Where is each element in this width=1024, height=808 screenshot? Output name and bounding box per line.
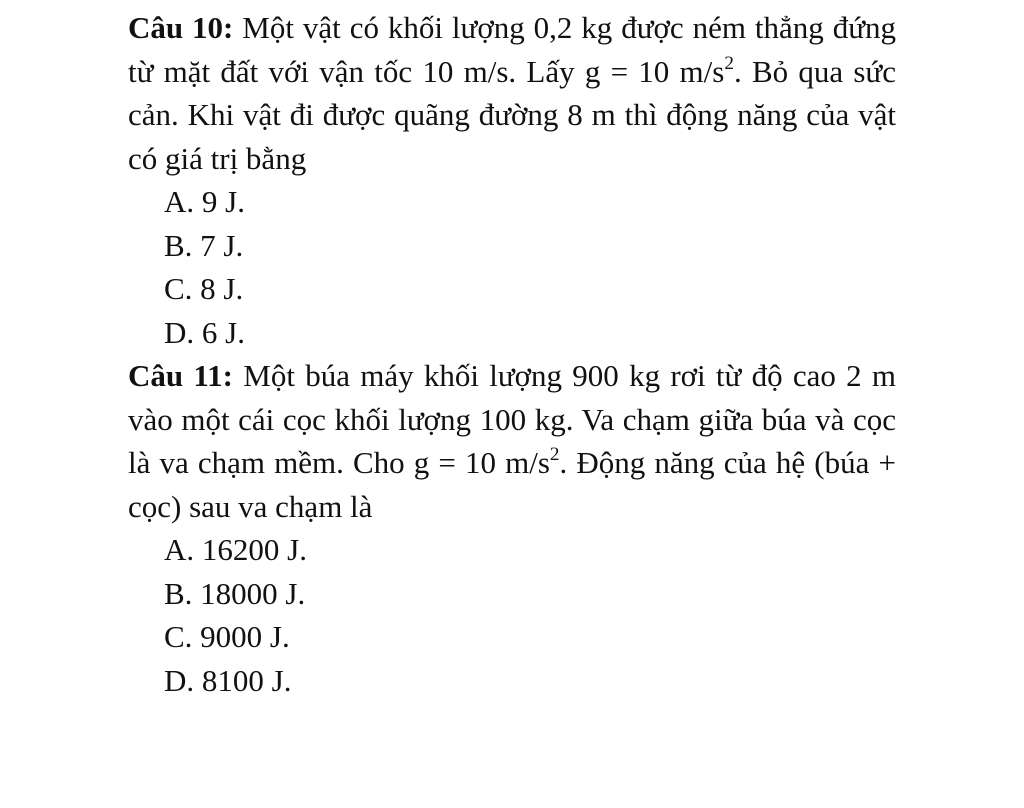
question-10-option-a: A. 9 J.: [164, 184, 245, 219]
question-11-text-part1: Một búa máy khối lượng 900 kg rơi từ độ cao 2 m vào một cái cọc khối lượng 100 kg. Va chạm giữa búa và cọc là va chạm mềm. Cho g = 10 m/s: [128, 358, 896, 480]
question-11-exponent: 2: [549, 444, 560, 466]
question-11-options: [128, 528, 896, 702]
question-10-options: [128, 180, 896, 354]
question-11-text-part2: . Động năng của hệ (búa + cọc) sau va chạm là: [128, 445, 896, 524]
document-page: [128, 6, 896, 702]
question-11-option-b: B. 18000 J.: [164, 575, 306, 611]
question-10-exponent: 2: [724, 52, 734, 74]
question-10-text-part2: . Bỏ qua sức cản. Khi vật đi được quãng đường 8 m thì động năng của vật có giá trị bằng: [128, 53, 896, 176]
question-10: [128, 6, 896, 354]
question-10-text-part1: Một vật có khối lượng 0,2 kg được ném thẳng đứng từ mặt đất với vận tốc 10 m/s. Lấy g = 10 m/s: [128, 10, 896, 89]
question-11: [128, 354, 896, 702]
question-10-option-c: C. 8 J.: [164, 271, 244, 306]
question-10-option-b: B. 7 J.: [164, 227, 244, 263]
question-11-option-a: A. 16200 J.: [164, 532, 307, 567]
question-11-option-d: D. 8100 J.: [164, 662, 292, 698]
question-10-option-d: D. 6 J.: [164, 314, 245, 350]
question-11-option-c: C. 9000 J.: [164, 619, 290, 654]
question-11-label: Câu 11:: [128, 358, 234, 393]
question-11-stem: [128, 354, 896, 528]
question-10-label: Câu 10:: [128, 10, 234, 45]
question-10-stem: [128, 6, 896, 180]
